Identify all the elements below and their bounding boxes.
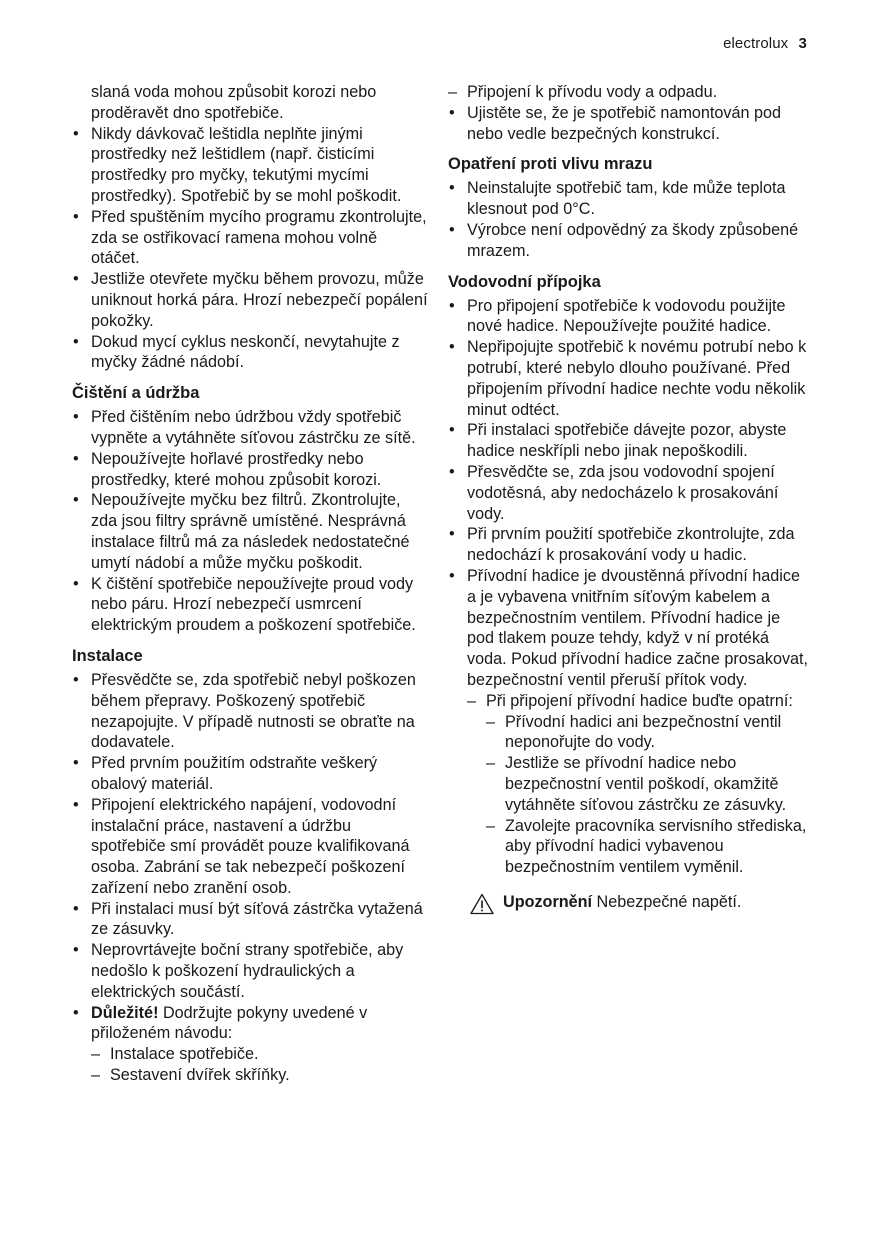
important-label: Důležité!	[91, 1003, 159, 1022]
dash-item: – Zavolejte pracovníka servisního střediska, aby přívodní hadici vybavenou bezpečnostním ventilem vyměnil.	[486, 816, 810, 878]
list-item: • Před čištěním nebo údržbou vždy spotřebič vypněte a vytáhněte síťovou zástrčku ze sítě.	[72, 407, 428, 449]
dash-item: – Při připojení přívodní hadice buďte opatrní: – Přívodní hadici ani bezpečnostní ventil neponořujte do vody. – Jestliže se přívodní hadice nebo bezpečnostní ventil poškodí, okamžitě vytáhněte síťovou zástrčku ze zásuvky. – Zavolejte pracovníka servisního střediska, aby přívodní hadici vybavenou bezpečnostním ventilem vyměnil.	[467, 691, 810, 878]
continued-bullet-list	[448, 103, 810, 145]
list-item: • Nepoužívejte hořlavé prostředky nebo prostředky, které mohou způsobit korozi.	[72, 449, 428, 491]
cleaning-bullet-list	[72, 407, 428, 636]
dash-item: – Přívodní hadici ani bezpečnostní ventil neponořujte do vody.	[486, 712, 810, 754]
list-item: • Dokud mycí cyklus neskončí, nevytahujte z myčky žádné nádobí.	[72, 332, 428, 374]
list-item: • Před spuštěním mycího programu zkontrolujte, zda se ostřikovací ramena mohou volně otáčet.	[72, 207, 428, 269]
intro-continuation: slaná voda mohou způsobit korozi nebo proděravět dno spotřebiče.	[91, 83, 377, 122]
list-item: • Pro připojení spotřebiče k vodovodu použijte nové hadice. Nepoužívejte použité hadice.	[448, 296, 810, 338]
list-item: • Přesvědčte se, zda jsou vodovodní spojení vodotěsná, aby nedocházelo k prosakování vody.	[448, 462, 810, 524]
warning-notice	[448, 892, 810, 915]
right-column	[448, 82, 810, 915]
warning-triangle-icon	[470, 893, 494, 915]
page-header	[723, 35, 807, 52]
hose-dash-list	[467, 691, 810, 878]
list-item: • K čištění spotřebiče nepoužívejte proud vody nebo páru. Hrozí nebezpečí usmrcení elektrickým proudem a poškození spotřebiče.	[72, 574, 428, 636]
list-item: • Připojení elektrického napájení, vodovodní instalační práce, nastavení a údržbu spotřebiče smí provádět pouze kvalifikovaná osoba. Zabrání se tak nebezpečí poškození zařízení nebo zranění osob.	[72, 795, 428, 899]
list-item: • Neinstalujte spotřebič tam, kde může teplota klesnout pod 0°C.	[448, 178, 810, 220]
intro-bullet-list	[72, 124, 428, 374]
important-dash-list	[91, 1044, 428, 1086]
section-heading-water: Vodovodní přípojka	[448, 272, 601, 291]
hose-sub-dash-list	[486, 712, 810, 878]
continued-dash-list	[448, 82, 810, 103]
warning-text: Nebezpečné napětí.	[592, 892, 742, 911]
brand-name: electrolux	[723, 35, 789, 52]
warning-label: Upozornění	[503, 892, 593, 911]
list-item: • Jestliže otevřete myčku během provozu, může uniknout horká pára. Hrozí nebezpečí popálení pokožky.	[72, 269, 428, 331]
installation-bullet-list	[72, 670, 428, 1086]
important-text: Dodržujte pokyny uvedené v přiloženém návodu:	[91, 1003, 368, 1043]
page-number: 3	[798, 35, 807, 52]
dash-item: – Připojení k přívodu vody a odpadu.	[448, 82, 810, 103]
dash-item: – Jestliže se přívodní hadice nebo bezpečnostní ventil poškodí, okamžitě vytáhněte síťovou zástrčku ze zásuvky.	[486, 753, 810, 815]
list-item: • Při instalaci musí být síťová zástrčka vytažená ze zásuvky.	[72, 899, 428, 941]
list-item: • Výrobce není odpovědný za škody způsobené mrazem.	[448, 220, 810, 262]
list-item: • Při prvním použití spotřebiče zkontrolujte, zda nedochází k prosakování vody u hadic.	[448, 524, 810, 566]
list-item: • Při instalaci spotřebiče dávejte pozor, abyste hadice neskřípli nebo jinak nepoškodili.	[448, 420, 810, 462]
list-item: • Ujistěte se, že je spotřebič namontován pod nebo vedle bezpečných konstrukcí.	[448, 103, 810, 145]
dash-item: – Instalace spotřebiče.	[91, 1044, 428, 1065]
list-item: • Přesvědčte se, zda spotřebič nebyl poškozen během přepravy. Poškozený spotřebič nezapojujte. V případě nutnosti se obraťte na dodavatele.	[72, 670, 428, 753]
list-item: • Nikdy dávkovač leštidla neplňte jinými prostředky než leštidlem (např. čisticími prostředky pro myčky, tekutými mycími prostředky). Spotřebič by se mohl poškodit.	[72, 124, 428, 207]
frost-bullet-list	[448, 178, 810, 261]
water-bullet-list	[448, 296, 810, 878]
list-item-hose: • Přívodní hadice je dvoustěnná přívodní hadice a je vybavena vnitřním síťovým kabelem a bezpečnostním ventilem. Přívodní hadice je pod tlakem pouze tehdy, když v ní protéká voda. Pokud přívodní hadice začne prosakovat, bezpečnostní ventil přeruší přítok vody. – Při připojení přívodní hadice buďte opatrní: – Přívodní hadici ani bezpečnostní ventil neponořujte do vody. – Jestliže se přívodní hadice nebo bezpečnostní ventil poškodí, okamžitě vytáhněte síťovou zástrčku ze zásuvky. – Zavolejte pracovníka servisního střediska, aby přívodní hadici vybavenou bezpečnostním ventilem vyměnil.	[448, 566, 810, 878]
section-heading-frost: Opatření proti vlivu mrazu	[448, 155, 653, 174]
left-column	[72, 82, 428, 1086]
section-heading-installation: Instalace	[72, 646, 143, 665]
list-item: • Před prvním použitím odstraňte veškerý obalový materiál.	[72, 753, 428, 795]
section-heading-cleaning: Čištění a údržba	[72, 384, 200, 403]
list-item: • Nepoužívejte myčku bez filtrů. Zkontrolujte, zda jsou filtry správně umístěné. Nesprávná instalace filtrů má za následek nedostatečné umytí nádobí a může myčku poškodit.	[72, 490, 428, 573]
list-item: • Neprovrtávejte boční strany spotřebiče, aby nedošlo k poškození hydraulických a elektrických součástí.	[72, 940, 428, 1002]
list-item: • Nepřipojujte spotřebič k novému potrubí nebo k potrubí, které nebylo dlouho používané. Před připojením přívodní hadice nechte vodu několik minut odtéct.	[448, 337, 810, 420]
dash-item: – Sestavení dvířek skříňky.	[91, 1065, 428, 1086]
list-item-important	[72, 1003, 428, 1086]
